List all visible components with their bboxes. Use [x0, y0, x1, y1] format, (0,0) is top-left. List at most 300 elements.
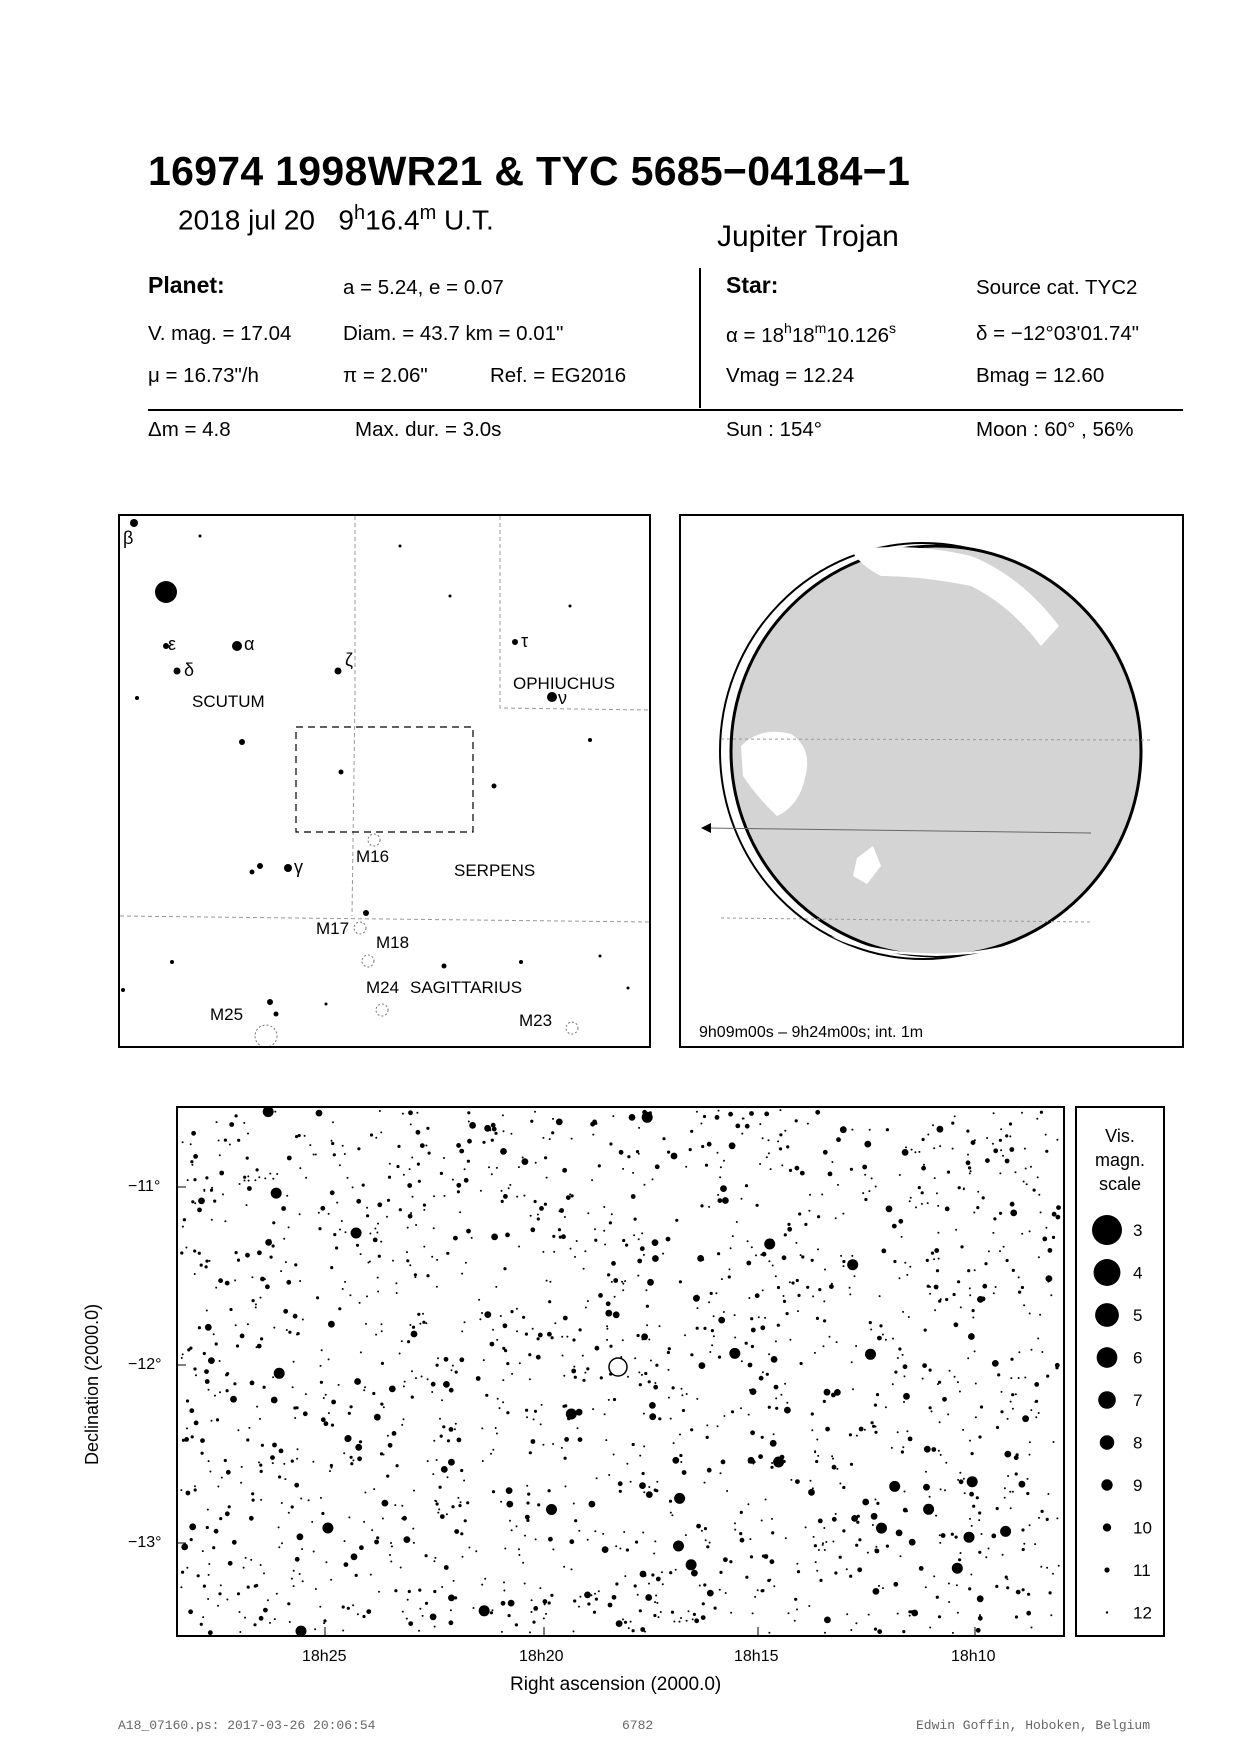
- field-star: [647, 1279, 654, 1286]
- field-star: [784, 1130, 786, 1132]
- field-star: [503, 1581, 505, 1583]
- field-star: [967, 1357, 969, 1359]
- field-star: [897, 1357, 899, 1359]
- field-star: [280, 1270, 282, 1272]
- field-star: [1006, 1578, 1008, 1580]
- field-star: [285, 1261, 287, 1263]
- field-star: [977, 1595, 984, 1602]
- field-star: [260, 1277, 265, 1282]
- field-star: [1034, 1382, 1039, 1387]
- star-dot: [284, 864, 292, 872]
- field-star: [316, 1110, 323, 1117]
- field-star: [345, 1231, 347, 1233]
- field-star: [642, 1112, 653, 1123]
- field-star: [402, 1113, 404, 1115]
- field-star: [427, 1378, 429, 1380]
- planet-vmag: V. mag. = 17.04: [148, 322, 292, 345]
- field-star: [762, 1289, 764, 1291]
- field-star: [236, 1344, 239, 1347]
- field-star: [899, 1277, 901, 1279]
- field-star: [1029, 1313, 1031, 1315]
- field-star: [205, 1260, 208, 1263]
- field-star: [432, 1473, 434, 1475]
- field-star: [239, 1183, 241, 1185]
- field-star: [1040, 1111, 1043, 1114]
- field-star: [339, 1229, 341, 1231]
- field-star: [505, 1233, 510, 1238]
- field-star: [988, 1250, 990, 1252]
- field-star: [786, 1312, 789, 1315]
- field-star: [330, 1579, 332, 1581]
- field-star: [510, 1310, 513, 1313]
- y-axis-label: Declination (2000.0): [82, 1303, 102, 1465]
- field-star: [779, 1133, 782, 1136]
- field-star: [686, 1620, 688, 1622]
- field-star: [764, 1112, 769, 1117]
- field-star: [348, 1516, 350, 1518]
- field-star: [937, 1383, 939, 1385]
- field-star: [955, 1229, 957, 1231]
- field-star: [377, 1223, 379, 1225]
- field-star: [1021, 1286, 1024, 1289]
- field-star: [1018, 1377, 1020, 1379]
- field-star: [1000, 1526, 1011, 1537]
- field-star: [338, 1384, 340, 1386]
- field-star: [444, 1357, 449, 1362]
- field-star: [1019, 1481, 1026, 1488]
- field-star: [651, 1573, 654, 1576]
- field-star: [938, 1258, 940, 1260]
- field-star: [770, 1440, 777, 1447]
- field-star: [648, 1583, 650, 1585]
- field-star: [662, 1583, 664, 1585]
- field-star: [409, 1324, 411, 1326]
- field-star: [219, 1154, 221, 1156]
- field-star: [723, 1311, 725, 1313]
- field-star: [960, 1245, 963, 1248]
- greek-label: γ: [294, 857, 303, 877]
- field-star: [457, 1190, 460, 1193]
- field-star: [403, 1385, 405, 1387]
- field-star: [667, 1151, 670, 1154]
- field-star: [706, 1545, 709, 1548]
- field-star: [905, 1146, 907, 1148]
- field-star: [976, 1496, 979, 1499]
- field-star: [364, 1386, 366, 1388]
- field-star: [522, 1158, 529, 1165]
- field-star: [450, 1609, 452, 1611]
- field-star: [197, 1208, 202, 1213]
- field-star: [247, 1586, 250, 1589]
- field-star: [648, 1486, 650, 1488]
- field-star: [937, 1126, 944, 1133]
- field-star: [747, 1503, 749, 1505]
- field-star: [843, 1265, 845, 1267]
- field-star: [496, 1167, 498, 1169]
- field-star: [762, 1555, 765, 1558]
- field-star: [679, 1280, 682, 1283]
- field-star: [878, 1585, 880, 1587]
- field-star: [679, 1434, 681, 1436]
- field-star: [189, 1408, 194, 1413]
- field-star: [563, 1316, 568, 1321]
- field-star: [608, 1603, 613, 1608]
- field-star: [877, 1629, 882, 1634]
- field-star: [383, 1454, 385, 1456]
- field-star: [856, 1435, 858, 1437]
- field-star: [534, 1200, 537, 1203]
- field-star: [811, 1412, 814, 1415]
- field-star: [823, 1150, 828, 1155]
- field-star: [202, 1616, 204, 1618]
- field-star: [766, 1156, 768, 1158]
- field-star: [897, 1613, 899, 1615]
- field-star: [288, 1226, 290, 1228]
- field-star: [929, 1369, 932, 1372]
- field-star: [395, 1282, 397, 1284]
- field-star: [1015, 1472, 1018, 1475]
- field-star: [422, 1313, 424, 1315]
- field-star: [764, 1239, 775, 1250]
- field-star: [1045, 1150, 1048, 1153]
- field-star: [643, 1445, 645, 1447]
- field-star: [718, 1198, 723, 1203]
- field-star: [566, 1336, 568, 1338]
- field-star: [190, 1143, 192, 1145]
- field-star: [449, 1427, 454, 1432]
- field-star: [749, 1538, 751, 1540]
- field-star: [794, 1598, 797, 1601]
- field-star: [516, 1196, 518, 1198]
- field-star: [668, 1369, 670, 1371]
- field-star: [260, 1470, 263, 1473]
- field-star: [719, 1571, 722, 1574]
- field-star: [929, 1496, 931, 1498]
- field-star: [451, 1505, 454, 1508]
- field-star: [829, 1284, 834, 1289]
- field-star: [481, 1584, 483, 1586]
- field-star: [762, 1137, 764, 1139]
- field-star: [330, 1266, 333, 1269]
- field-star: [824, 1269, 826, 1271]
- field-star: [297, 1533, 304, 1540]
- field-star: [186, 1427, 188, 1429]
- field-star: [1047, 1493, 1049, 1495]
- field-star: [260, 1297, 262, 1299]
- field-star: [482, 1460, 484, 1462]
- field-star: [287, 1602, 290, 1605]
- field-star: [253, 1623, 256, 1626]
- field-star: [281, 1502, 283, 1504]
- field-star: [256, 1168, 259, 1171]
- field-star: [673, 1541, 684, 1552]
- field-star: [1001, 1391, 1003, 1393]
- field-star: [182, 1141, 184, 1143]
- field-star: [407, 1340, 410, 1343]
- field-star: [1014, 1455, 1019, 1460]
- field-star: [909, 1539, 916, 1546]
- field-star: [859, 1427, 864, 1432]
- star-alpha: [726, 320, 896, 348]
- field-star: [1046, 1518, 1049, 1521]
- field-star: [955, 1536, 958, 1539]
- field-star: [578, 1606, 580, 1608]
- field-star: [194, 1488, 197, 1491]
- field-star: [767, 1579, 770, 1582]
- field-star: [817, 1215, 820, 1218]
- field-star: [222, 1193, 224, 1195]
- field-star: [351, 1228, 362, 1239]
- field-star: [783, 1460, 786, 1463]
- planet-diam: Diam. = 43.7 km = 0.01": [343, 322, 564, 345]
- scale-magnitude-label: 4: [1133, 1263, 1143, 1283]
- delta-mag: Δm = 4.8: [148, 418, 231, 441]
- field-star: [464, 1168, 466, 1170]
- field-star: [460, 1532, 463, 1535]
- field-star: [510, 1133, 512, 1135]
- field-star: [644, 1184, 646, 1186]
- field-star: [386, 1216, 388, 1218]
- field-star: [1038, 1194, 1040, 1196]
- field-star: [750, 1388, 757, 1395]
- field-star: [806, 1286, 809, 1289]
- field-star: [842, 1213, 844, 1215]
- field-star: [508, 1600, 515, 1607]
- field-star: [619, 1150, 624, 1155]
- field-star: [783, 1300, 786, 1303]
- field-star: [406, 1251, 408, 1253]
- field-star: [1056, 1205, 1061, 1210]
- star-dot: [588, 738, 592, 742]
- field-star: [626, 1463, 628, 1465]
- field-star: [414, 1276, 416, 1278]
- field-star: [899, 1174, 901, 1176]
- field-star: [452, 1179, 454, 1181]
- field-star: [325, 1561, 327, 1563]
- field-star: [622, 1168, 624, 1170]
- field-star: [840, 1255, 842, 1257]
- field-star: [217, 1605, 219, 1607]
- field-star: [967, 1154, 969, 1156]
- field-star: [288, 1331, 291, 1334]
- field-star: [402, 1516, 407, 1521]
- field-star: [526, 1519, 529, 1522]
- field-star: [666, 1237, 671, 1242]
- field-star: [495, 1286, 497, 1288]
- field-star: [751, 1328, 756, 1333]
- field-star: [190, 1160, 193, 1163]
- field-star: [782, 1255, 787, 1260]
- field-star: [719, 1589, 721, 1591]
- field-star: [846, 1568, 848, 1570]
- field-star: [511, 1529, 513, 1531]
- field-star: [226, 1599, 228, 1601]
- field-star: [966, 1130, 969, 1133]
- field-star: [503, 1194, 508, 1199]
- field-star: [400, 1567, 402, 1569]
- field-star: [812, 1487, 814, 1489]
- field-star: [875, 1499, 877, 1501]
- field-star: [535, 1162, 537, 1164]
- field-star: [479, 1605, 490, 1616]
- field-star: [904, 1262, 906, 1264]
- field-star: [810, 1480, 812, 1482]
- field-star: [410, 1123, 412, 1125]
- field-star: [984, 1262, 987, 1265]
- field-star: [390, 1561, 392, 1563]
- field-star: [858, 1538, 861, 1541]
- field-star: [394, 1504, 396, 1506]
- field-star: [538, 1333, 543, 1338]
- field-star: [764, 1317, 766, 1319]
- field-star: [433, 1560, 435, 1562]
- field-star: [357, 1613, 359, 1615]
- field-star: [219, 1391, 221, 1393]
- field-star: [968, 1587, 971, 1590]
- field-star: [783, 1295, 785, 1297]
- field-star: [1007, 1475, 1009, 1477]
- field-star: [502, 1379, 504, 1381]
- field-star: [964, 1492, 966, 1494]
- field-star: [876, 1393, 879, 1396]
- field-star: [331, 1400, 336, 1405]
- field-star: [359, 1440, 362, 1443]
- field-star: [996, 1507, 999, 1510]
- field-star: [534, 1111, 536, 1113]
- field-star: [836, 1468, 838, 1470]
- field-star: [745, 1124, 750, 1129]
- field-star: [576, 1240, 578, 1242]
- field-star: [347, 1607, 350, 1610]
- field-star: [789, 1339, 791, 1341]
- object-label: M17: [316, 919, 350, 938]
- field-star: [466, 1501, 469, 1504]
- field-star: [586, 1367, 589, 1370]
- field-star: [823, 1300, 825, 1302]
- field-star: [971, 1452, 974, 1455]
- field-star: [293, 1585, 295, 1587]
- field-star: [999, 1250, 1001, 1252]
- field-star: [409, 1168, 411, 1170]
- field-star: [611, 1261, 616, 1266]
- field-star: [868, 1614, 870, 1616]
- field-star: [924, 1167, 926, 1169]
- field-star: [711, 1329, 714, 1332]
- field-star: [572, 1338, 575, 1341]
- field-star: [901, 1236, 903, 1238]
- field-star: [390, 1542, 392, 1544]
- field-star: [516, 1308, 518, 1310]
- field-star: [831, 1455, 833, 1457]
- field-star: [976, 1206, 979, 1209]
- field-star: [934, 1177, 936, 1179]
- field-star: [228, 1505, 231, 1508]
- field-star: [742, 1118, 744, 1120]
- field-star: [451, 1369, 453, 1371]
- field-star: [594, 1530, 596, 1532]
- field-star: [868, 1190, 870, 1192]
- field-star: [832, 1541, 834, 1543]
- greek-label: α: [244, 634, 255, 654]
- field-star: [363, 1389, 365, 1391]
- field-star: [191, 1200, 194, 1203]
- field-star: [191, 1435, 194, 1438]
- field-star: [658, 1616, 660, 1618]
- field-star: [932, 1124, 934, 1126]
- field-star: [679, 1621, 681, 1623]
- field-star: [921, 1191, 924, 1194]
- field-star: [775, 1275, 777, 1277]
- field-star: [434, 1557, 436, 1559]
- field-star: [918, 1151, 920, 1153]
- field-star: [497, 1398, 499, 1400]
- field-star: [745, 1342, 748, 1345]
- field-star: [775, 1397, 777, 1399]
- field-star: [549, 1138, 551, 1140]
- field-star: [502, 1401, 504, 1403]
- field-star: [396, 1292, 398, 1294]
- field-star: [511, 1373, 513, 1375]
- field-star: [796, 1609, 798, 1611]
- field-star: [734, 1522, 736, 1524]
- field-star: [720, 1185, 727, 1192]
- scale-symbol: [1098, 1391, 1116, 1409]
- field-star: [531, 1599, 533, 1601]
- field-star: [357, 1147, 360, 1150]
- field-star: [796, 1279, 799, 1282]
- field-star: [369, 1233, 371, 1235]
- field-star: [985, 1158, 990, 1163]
- field-star: [388, 1176, 391, 1179]
- star-heading: Star:: [726, 272, 779, 298]
- field-star: [720, 1166, 722, 1168]
- field-star: [526, 1501, 529, 1504]
- field-star: [481, 1312, 483, 1314]
- field-star: [503, 1323, 508, 1328]
- field-star: [626, 1548, 629, 1551]
- field-star: [655, 1164, 660, 1169]
- field-star: [328, 1412, 330, 1414]
- field-star: [488, 1166, 490, 1168]
- field-star: [598, 1164, 601, 1167]
- field-star: [1038, 1517, 1040, 1519]
- field-star: [1015, 1393, 1017, 1395]
- field-star: [379, 1110, 381, 1112]
- field-star: [288, 1512, 290, 1514]
- constellation-label: SCUTUM: [192, 692, 265, 711]
- field-star: [879, 1295, 881, 1297]
- field-star: [584, 1372, 586, 1374]
- field-star: [542, 1251, 544, 1253]
- field-star: [948, 1601, 950, 1603]
- field-star: [412, 1326, 415, 1329]
- field-star: [710, 1292, 713, 1295]
- field-star: [937, 1205, 939, 1207]
- field-star: [529, 1631, 531, 1633]
- field-star: [892, 1383, 894, 1385]
- field-star: [421, 1376, 423, 1378]
- field-star: [903, 1393, 910, 1400]
- field-star: [366, 1214, 369, 1217]
- hour-unit: h: [353, 202, 366, 224]
- alpha-h-unit: h: [784, 320, 792, 336]
- field-star: [898, 1219, 903, 1224]
- field-star: [627, 1376, 629, 1378]
- field-star: [360, 1253, 362, 1255]
- field-star: [976, 1628, 981, 1633]
- field-star: [190, 1538, 193, 1541]
- field-star: [690, 1130, 693, 1133]
